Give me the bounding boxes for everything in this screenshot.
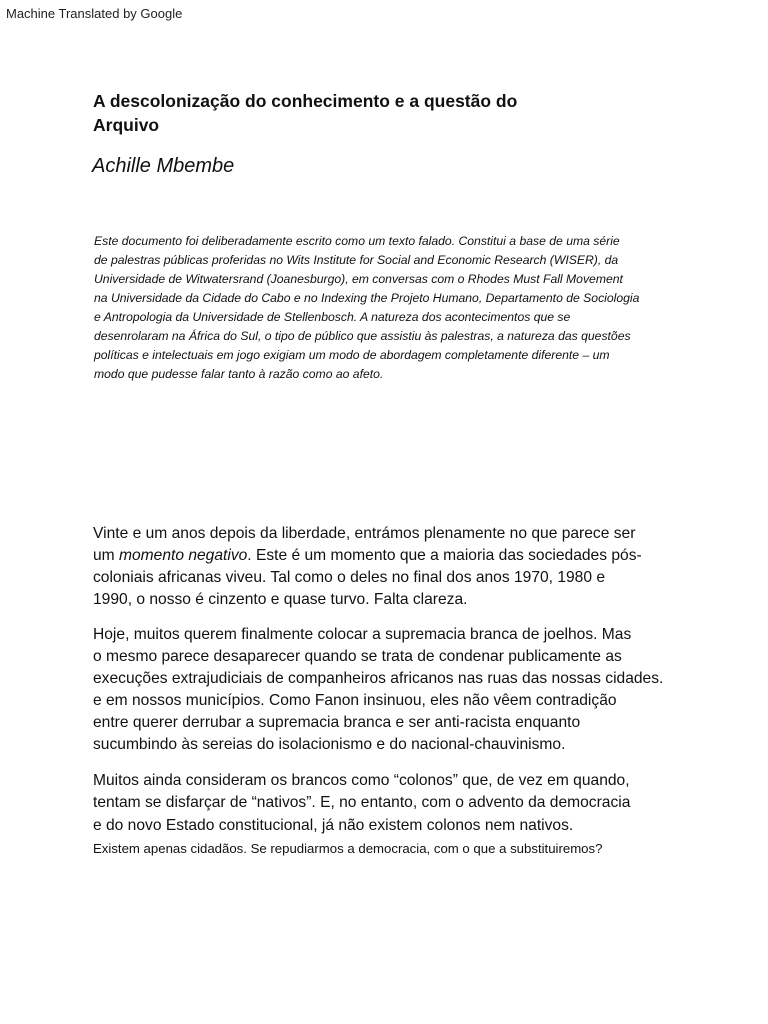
paragraph-line: Muitos ainda consideram os brancos como “colonos” que, de vez em quando,: [93, 772, 630, 789]
paragraph-line: sucumbindo às sereias do isolacionismo e do nacional-chauvinismo.: [93, 736, 566, 753]
paragraph-line: execuções extrajudiciais de companheiros africanos nas ruas das nossas cidades.: [93, 670, 664, 687]
paragraph-line: 1990, o nosso é cinzento e quase turvo. Falta clareza.: [93, 591, 468, 608]
paragraph-line: e do novo Estado constitucional, já não existem colonos nem nativos.: [93, 817, 574, 834]
abstract-line: modo que pudesse falar tanto à razão como ao afeto.: [94, 367, 384, 381]
abstract-line: desenrolaram na África do Sul, o tipo de público que assistiu às palestras, a natureza das questões: [94, 329, 631, 343]
paragraph-line: entre querer derrubar a supremacia branca e ser anti-racista enquanto: [93, 714, 581, 731]
abstract-line: Universidade de Witwatersrand (Joanesburgo), em conversas com o Rhodes Must Fall Movement: [94, 272, 623, 286]
paragraph-line: o mesmo parece desaparecer quando se trata de condenar publicamente as: [93, 648, 622, 665]
abstract-line: de palestras públicas proferidas no Wits Institute for Social and Economic Research (WISER), da: [94, 253, 619, 267]
paragraph-line: Hoje, muitos querem finalmente colocar a supremacia branca de joelhos. Mas: [93, 626, 632, 643]
abstract-line: políticas e intelectuais em jogo exigiam um modo de abordagem completamente diferente – um: [94, 348, 610, 362]
paragraph-line: Vinte e um anos depois da liberdade, entrámos plenamente no que parece ser: [93, 525, 636, 542]
emphasis-text: momento negativo: [119, 547, 248, 564]
paragraph-line: [93, 547, 642, 565]
paragraph-line: coloniais africanas viveu. Tal como o deles no final dos anos 1970, 1980 e: [93, 569, 606, 586]
text-span: . Este é um momento que a maioria das sociedades pós-: [247, 547, 642, 564]
author-name: Achille Mbembe: [92, 155, 235, 177]
document-title-line-1: A descolonização do conhecimento e a questão do: [93, 91, 518, 111]
machine-translation-banner: Machine Translated by Google: [6, 6, 183, 21]
paragraph-line: e em nossos municípios. Como Fanon insinuou, eles não vêem contradição: [93, 692, 617, 709]
abstract-line: Este documento foi deliberadamente escrito como um texto falado. Constitui a base de uma série: [94, 234, 620, 248]
abstract-line: e Antropologia da Universidade de Stellenbosch. A natureza dos acontecimentos que se: [94, 310, 571, 324]
text-span: um: [93, 547, 119, 564]
document-title-line-2: Arquivo: [93, 115, 160, 135]
paragraph-line: Existem apenas cidadãos. Se repudiarmos a democracia, com o que a substituiremos?: [93, 841, 603, 856]
paragraph-line: tentam se disfarçar de “nativos”. E, no entanto, com o advento da democracia: [93, 794, 631, 811]
abstract-line: na Universidade da Cidade do Cabo e no Indexing the Projeto Humano, Departamento de Sociologia: [94, 291, 640, 305]
